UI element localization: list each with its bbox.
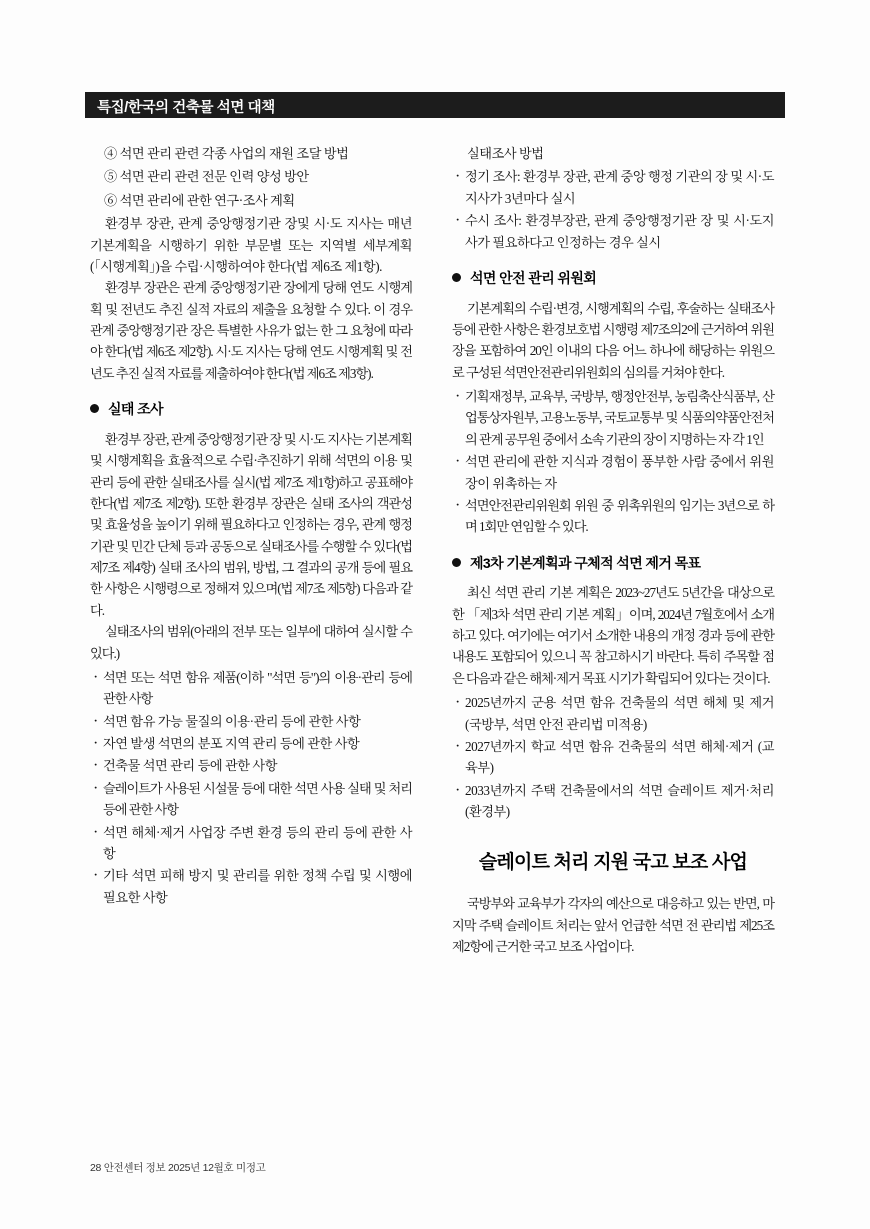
list-item: · 2025년까지 군용 석면 함유 건축물의 석면 해체 및 제거 (국방부, 석면 안전 관리법 미적용) <box>452 692 774 735</box>
page-header-title: 특집/한국의 건축물 석면 대책 <box>97 100 275 116</box>
paragraph: 최신 석면 관리 기본 계획은 2023~27년도 5년간을 대상으로 한 「제3차 석면 관리 기본 계획」이며, 2024년 7월호에서 소개하고 있다. 여기에는 여기서 소개한 내용의 개정 경과 등에 관한 내용도 포함되어 있으니 꼭 참고하시기 바란다. 특히 주목할 점은 다음과 같은 해체·제거 목표 시기가 확립되어 있다는 것이다. <box>452 585 774 686</box>
list-item: · 2033년까지 주택 건축물에서의 석면 슬레이트 제거·처리 (환경부) <box>452 780 774 823</box>
bullet-dot-icon <box>452 558 461 567</box>
section-heading-survey <box>90 398 412 421</box>
paragraph: 실태조사의 범위(아래의 전부 또는 일부에 대하여 실시할 수 있다.) <box>90 624 412 661</box>
list-item: · 2027년까지 학교 석면 함유 건축물의 석면 해체·제거 (교육부) <box>452 736 774 779</box>
list-item: ④ 석면 관리 관련 각종 사업의 재원 조달 방법 <box>104 146 349 161</box>
list-item: · 슬레이트가 사용된 시설물 등에 대한 석면 사용 실태 및 처리 등에 관한 사항 <box>90 778 412 821</box>
paragraph: 국방부와 교육부가 각자의 예산으로 대응하고 있는 반면, 마지막 주택 슬레이트 처리는 앞서 언급한 석면 전 관리법 제25조 제2항에 근거한 국고 보조 사업이다. <box>452 896 774 954</box>
subsidy-section-title: 슬레이트 처리 지원 국고 보조 사업 <box>478 852 748 874</box>
section-heading-committee <box>452 267 774 290</box>
list-item: · 기타 석면 피해 방지 및 관리를 위한 정책 수립 및 시행에 필요한 사항 <box>90 865 412 908</box>
list-item: · 자연 발생 석면의 분포 지역 관리 등에 관한 사항 <box>90 733 412 754</box>
section-heading-plan3 <box>452 552 774 575</box>
bullet-dot-icon <box>452 273 461 282</box>
bullet-list-removal-targets <box>452 692 774 822</box>
left-column <box>90 143 412 909</box>
list-item: · 석면 또는 석면 함유 제품(이하 "석면 등")의 이용·관리 등에 관한 사항 <box>90 667 412 710</box>
list-item: · 석면안전관리위원회 위원 중 위촉위원의 임기는 3년으로 하며 1회만 연임할 수 있다. <box>452 495 774 538</box>
bullet-list-survey-scope <box>90 667 412 908</box>
section-heading-label: 제3차 기본계획과 구체적 석면 제거 목표 <box>470 554 701 571</box>
list-item: · 수시 조사: 환경부장관, 관계 중앙행정기관 장 및 시·도지사가 필요하다고 인정하는 경우 실시 <box>452 210 774 253</box>
section-heading-label: 실태 조사 <box>108 401 163 418</box>
bullet-list-survey-method <box>452 166 774 253</box>
list-item: · 석면 관리에 관한 지식과 경험이 풍부한 사람 중에서 위원장이 위촉하는 자 <box>452 451 774 494</box>
paragraph: 환경부 장관은 관계 중앙행정기관 장에게 당해 연도 시행계획 및 전년도 추진 실적 자료의 제출을 요청할 수 있다. 이 경우 관계 중앙행정기관 장은 특별한 사유가 없는 한 그 요청에 따라야 한다(법 제6조 제2항). 시·도 지사는 당해 연도 시행계획 및 전년도 추진 실적 자료를 제출하여야 한다(법 제6조 제3항). <box>90 280 412 381</box>
numbered-list <box>90 143 412 211</box>
list-item: · 석면 함유 가능 물질의 이용·관리 등에 관한 사항 <box>90 711 412 732</box>
paragraph: 환경부 장관, 관계 중앙행정기관 장및 시·도 지사는 매년 기본계획을 시행하기 위한 부문별 또는 지역별 세부계획(「시행계획」)을 수립·시행하여야 한다(법 제6조 제1항). <box>90 216 412 274</box>
section-heading-label: 석면 안전 관리 위원회 <box>470 269 597 286</box>
bullet-list-committee <box>452 386 774 538</box>
right-column <box>452 143 774 957</box>
survey-method-title: 실태조사 방법 <box>467 146 544 161</box>
paragraph: 기본계획의 수립·변경, 시행계획의 수립, 후술하는 실태조사 등에 관한 사항은 환경보호법 시행령 제7조의2에 근거하여 위원장을 포함하여 20인 이내의 다음 어느 하나에 해당하는 위원으로 구성된 석면안전관리위원회의 심의를 거쳐야 한다. <box>452 300 774 380</box>
list-item: ⑤ 석면 관리 관련 전문 인력 양성 방안 <box>104 169 309 185</box>
bullet-dot-icon <box>90 404 99 413</box>
page-header-bar <box>85 92 785 118</box>
list-item: · 정기 조사: 환경부 장관, 관계 중앙 행정 기관의 장 및 시·도 지사가 3년마다 실시 <box>452 166 774 209</box>
list-item: · 건축물 석면 관리 등에 관한 사항 <box>90 755 412 776</box>
paragraph: 환경부 장관, 관계 중앙행정기관 장 및 시·도 지사는 기본계획 및 시행계획을 효율적으로 수립·추진하기 위해 석면의 이용 및 관리 등에 관한 실태조사를 실시(법 제7조 제1항)하고 공표해야 한다(법 제7조 제2항). 또한 환경부 장관은 실태 조사의 객관성 및 효율성을 높이기 위해 필요하다고 인정하는 경우, 관계 행정 기관 및 민간 단체 등과 공동으로 실태조사를 수행할 수 있다(법 제7조 제4항) 실태 조사의 범위, 방법, 그 결과의 공개 등에 필요한 사항은 시행령으로 정해져 있으며(법 제7조 제5항) 다음과 같다. <box>90 431 412 618</box>
page-footer: 28 안전센터 정보 2025년 12월호 미정고 <box>90 1162 266 1174</box>
list-item: · 기획재정부, 교육부, 국방부, 행정안전부, 농림축산식품부, 산업통상자원부, 고용노동부, 국토교통부 및 식품의약품안전처의 관계 공무원 중에서 소속 기관의 장이 지명하는 자 각 1인 <box>452 386 774 450</box>
list-item: ⑥ 석면 관리에 관한 연구·조사 계획 <box>104 192 295 208</box>
list-item: · 석면 해체·제거 사업장 주변 환경 등의 관리 등에 관한 사항 <box>90 822 412 865</box>
